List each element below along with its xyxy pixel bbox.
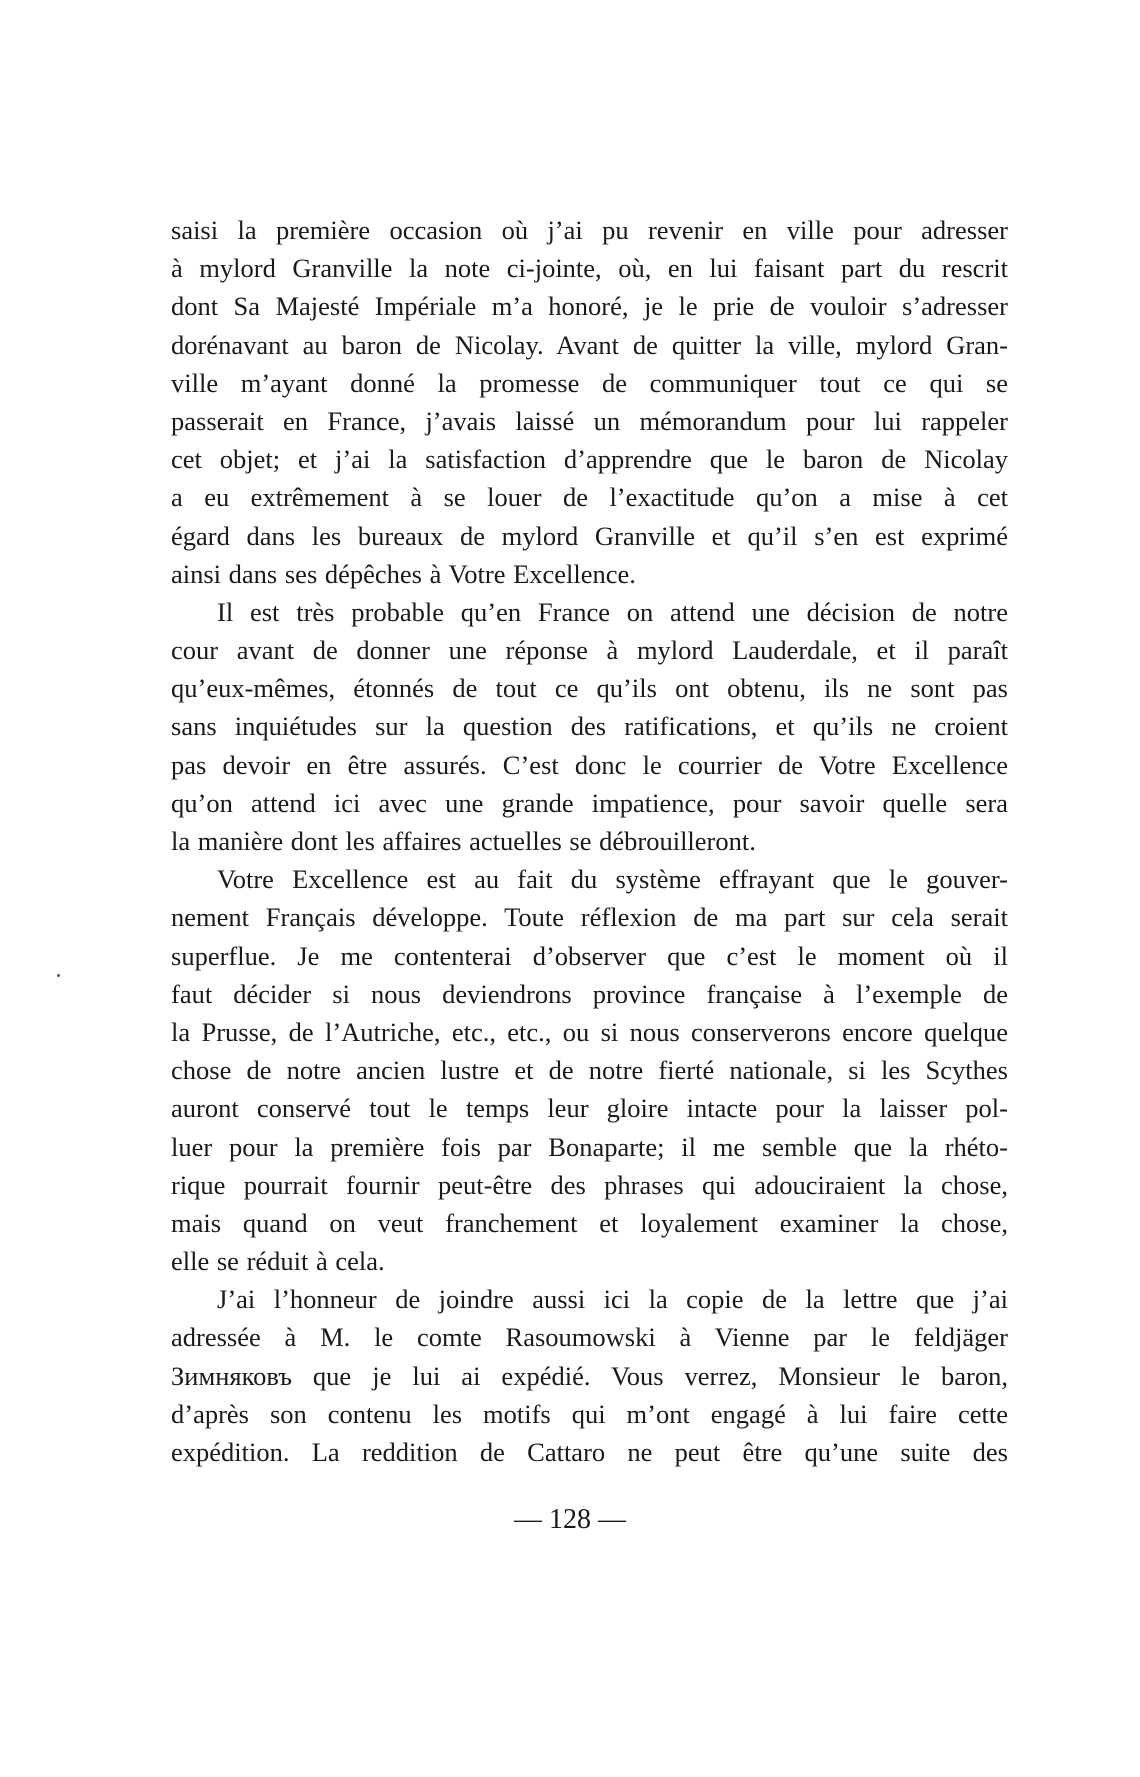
text-line: qu’eux-mêmes, étonnés de tout ce qu’ils ont obtenu, ils ne sont pas (171, 673, 1008, 704)
text-line: égard dans les bureaux de mylord Granville et qu’il s’en est exprimé (171, 520, 1008, 551)
text-line: Il est très probable qu’en France on attend une décision de notre (217, 596, 1008, 627)
text-line: la manière dont les affaires actuelles se débrouilleront. (171, 826, 756, 856)
text-line: mais quand on veut franchement et loyalement examiner la chose, (171, 1207, 1008, 1238)
text-line: Votre Excellence est au fait du système effrayant que le gouver- (217, 864, 1008, 895)
text-line: luer pour la première fois par Bonaparte; il me semble que la rhéto- (171, 1131, 1008, 1162)
text-line: nement Français développe. Toute réflexion de ma part sur cela serait (171, 902, 1008, 933)
text-line: ville m’ayant donné la promesse de communiquer tout ce qui se (171, 367, 1008, 398)
text-line: adressée à M. le comte Rasoumowski à Vienne par le feldjäger (171, 1322, 1008, 1353)
paragraph (171, 1280, 1008, 1471)
text-line: J’ai l’honneur de joindre aussi ici la copie de la lettre que j’ai (217, 1284, 1008, 1315)
text-line: a eu extrêmement à se louer de l’exactitude qu’on a mise à cet (171, 482, 1008, 513)
text-line: expédition. La reddition de Cattaro ne peut être qu’une suite des (171, 1437, 1008, 1467)
page-number: — 128 — (514, 1504, 626, 1535)
text-line: à mylord Granville la note ci-jointe, où, en lui faisant part du rescrit (171, 253, 1008, 284)
text-line: faut décider si nous deviendrons province française à l’exemple de (171, 978, 1008, 1009)
paragraph (171, 211, 1008, 593)
text-line: Зимняковъ que je lui ai expédié. Vous verrez, Monsieur le baron, (171, 1360, 1008, 1391)
paragraph (171, 593, 1008, 860)
text-line: dorénavant au baron de Nicolay. Avant de quitter la ville, mylord Gran- (171, 329, 1008, 360)
text-line: cet objet; et j’ai la satisfaction d’apprendre que le baron de Nicolay (171, 444, 1008, 475)
text-line: rique pourrait fournir peut-être des phrases qui adouciraient la chose, (171, 1169, 1008, 1200)
text-line: elle se réduit à cela. (171, 1246, 385, 1277)
text-line: chose de notre ancien lustre et de notre fierté nationale, si les Scythes (171, 1055, 1008, 1086)
scan-speck (57, 974, 60, 977)
text-line: ainsi dans ses dépêches à Votre Excellence. (171, 558, 636, 589)
text-line: la Prusse, de l’Autriche, etc., etc., ou si nous conserverons encore quelque (171, 1016, 1008, 1047)
text-line: passerait en France, j’avais laissé un mémorandum pour lui rappeler (171, 405, 1008, 436)
paragraph (171, 860, 1008, 1280)
text-line: superflue. Je me contenterai d’observer que c’est le moment où il (171, 940, 1008, 971)
text-line: dont Sa Majesté Impériale m’a honoré, je le prie de vouloir s’adresser (171, 291, 1008, 322)
text-line: qu’on attend ici avec une grande impatience, pour savoir quelle sera (171, 787, 1008, 818)
text-line: pas devoir en être assurés. C’est donc le courrier de Votre Excellence (171, 749, 1008, 780)
text-line: d’après son contenu les motifs qui m’ont engagé à lui faire cette (171, 1398, 1008, 1429)
page-body (171, 211, 1008, 1471)
text-line: cour avant de donner une réponse à mylord Lauderdale, et il paraît (171, 635, 1008, 666)
text-line: auront conservé tout le temps leur gloire intacte pour la laisser pol- (171, 1093, 1008, 1124)
text-line: saisi la première occasion où j’ai pu revenir en ville pour adresser (171, 215, 1008, 245)
text-line: sans inquiétudes sur la question des ratifications, et qu’ils ne croient (171, 711, 1008, 742)
